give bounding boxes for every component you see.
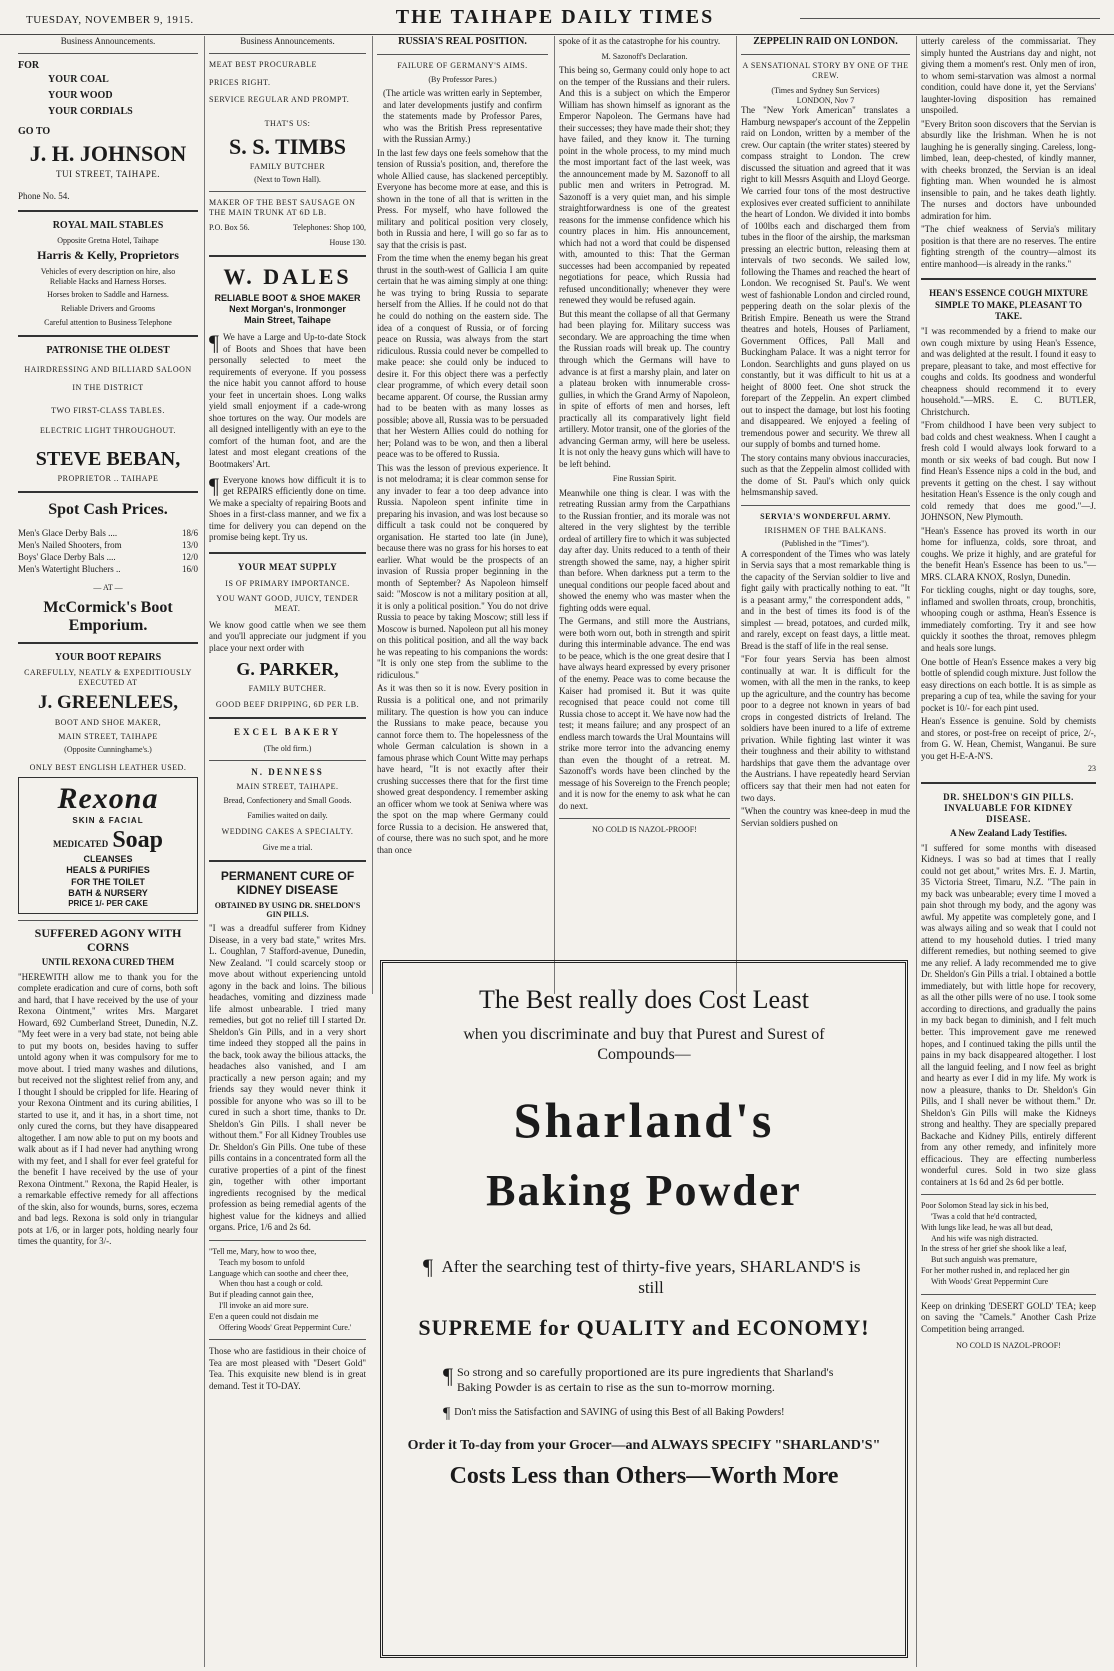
ad-claim-text: After the searching test of thirty-five years, SHARLAND'S is still: [441, 1257, 861, 1298]
coal-line: YOUR CORDIALS: [48, 106, 133, 118]
masthead-rule: [800, 18, 1100, 19]
divider: [18, 920, 198, 921]
poem-line: When thou hast a cough or cold.: [219, 1279, 323, 1289]
coal-line: YOUR WOOD: [48, 90, 113, 102]
pilcrow-icon: ¶: [423, 1254, 433, 1279]
price-item: Boys' Glace Derby Bals ....: [18, 552, 116, 563]
divider: [209, 53, 366, 54]
rexona-med: MEDICATED: [52, 839, 109, 850]
parker-line: FAMILY BUTCHER.: [248, 683, 327, 693]
article-sub: FAILURE OF GERMANY'S AIMS.: [397, 61, 528, 70]
rexona-soap-ad: [18, 777, 198, 914]
hean-title: HEAN'S ESSENCE COUGH MIXTURE SIMPLE TO MAKE, PLEASANT TO TAKE.: [929, 288, 1088, 321]
column-business-1: [14, 36, 202, 1667]
poem-line: Language which can soothe and cheer thee,: [209, 1268, 349, 1278]
parker-line: YOU WANT GOOD, JUICY, TENDER MEAT.: [216, 594, 359, 614]
pilcrow-icon: ¶: [443, 1362, 453, 1388]
hairdresser-ad: [18, 345, 198, 483]
article-paragraph: "Every Briton soon discovers that the Servian is absurdly like the Irishman. When he is not laughing he is generally singing. Careless, long-limbed, lean, deep-chested, of kindly manner, with cheeks bronzed, the Servian is an ideal fighting man. When wounded he is almost insensible to pain, and he takes death lightly. The nurses and doctors have unbounded admiration for him.: [921, 118, 1096, 221]
parker-ad: [209, 562, 366, 710]
article-sub-2: IRISHMEN OF THE BALKANS.: [764, 525, 887, 535]
divider: [209, 255, 366, 257]
article-dateline: LONDON, Nov 7: [796, 95, 855, 105]
divider: [741, 54, 910, 55]
nazol-footer: NO COLD IS NAZOL-PROOF!: [956, 1341, 1061, 1351]
royal-title: ROYAL MAIL STABLES: [52, 219, 164, 231]
article-source: (Times and Sydney Sun Services): [771, 86, 880, 96]
price-row: [18, 527, 198, 539]
poem-line: E'en a queen could not disdain me: [209, 1311, 319, 1321]
divider: [18, 491, 198, 493]
royal-line: Reliable Hacks and Harness Horses.: [49, 276, 167, 286]
article-byline: (By Professor Pares.): [428, 74, 497, 84]
divider: [921, 782, 1096, 784]
price-row: [18, 563, 198, 575]
ad-note-text: Don't miss the Satisfaction and SAVING of using this Best of all Baking Powders!: [454, 1406, 785, 1418]
heans-essence-ad: [921, 288, 1096, 773]
bakery-line: Families waited on daily.: [247, 811, 328, 821]
meat-line: SERVICE REGULAR AND PROMPT.: [209, 95, 350, 105]
meat-contact: [209, 223, 366, 234]
corns-article: [18, 927, 198, 1248]
boot-repairs-ad: [18, 652, 198, 772]
poem-line: But such anguish was premature,: [931, 1255, 1037, 1265]
spot-title: Spot Cash Prices.: [48, 501, 168, 519]
article-paragraph: spoke of it as the catastrophe for his country.: [559, 36, 721, 46]
article-paragraph: As it was then so it is now. Every position in Russia is a political one, and not primarily military. The question is how you can induce the Russians to make peace, because you cannot force them to. The hopelessness of the whole German calculation is shown in a famous phrase which Count Witte may perhaps have heard, "It is not exactly after their crushing successes there that for the first time showed great despondency. I remember asking an officer whom we took at Seniwa where was the spot on the map where Germany could force Russia to a decision. He answered that, of course, there was no such spot, and he more than once: [377, 683, 548, 855]
repairs-name: J. GREENLEES,: [38, 692, 178, 714]
gin-pills-ad: [921, 792, 1096, 1188]
royal-props: Harris & Kelly, Proprietors: [37, 248, 179, 263]
coal-ad: [18, 60, 198, 202]
rexona-soap: Soap: [112, 827, 164, 854]
column-zeppelin: [736, 36, 914, 994]
solomon-poem: [921, 1201, 1096, 1287]
pilcrow-icon: ¶: [209, 330, 219, 356]
bakery-ad: [209, 727, 366, 852]
meat-line: MAKER OF THE BEST SAUSAGE ON THE MAIN TRUNK AT 6D LB.: [209, 197, 356, 217]
article-headline-2: SERVIA'S WONDERFUL ARMY.: [760, 511, 891, 521]
poem-line: "Tell me, Mary, how to woo thee,: [209, 1246, 317, 1256]
article-paragraph: The Germans, and still more the Austrians, were both worn out, both in strength and spirit during this interminable advance. The end was to be peace, which is the one great desire that I have always heard expressed by every prisoner of the enemy. Peace was to come because the Kaiser had promised it. But it was quite recognised that peace could not come till Russia chose to accept it. We have now had the test; it means failure; and any prospect of an endless march towards the Ural Mountains will strike more terror into the advancing enemy than even the thought of a retreat. M. Sazonoff's words have been clinched by the message of his Sovereign to the French people; and it is now for the enemy to ask what he can do next.: [559, 616, 730, 811]
divider: [377, 54, 548, 55]
poem-line: With lungs like lead, he was all but dead,: [921, 1222, 1053, 1232]
gin-title: DR. SHELDON'S GIN PILLS. INVALUABLE FOR KIDNEY DISEASE.: [943, 791, 1074, 825]
article-subhead: Fine Russian Spirit.: [612, 474, 677, 484]
section-label: Business Announcements.: [240, 36, 335, 46]
article-intro: (The article was written early in September, and later developments justify and confirm the statements made by Professor Pares, who was the British Press representative with the Russian Army.): [383, 88, 542, 145]
ad-body: [383, 1362, 905, 1396]
bakery-name: N. DENNESS: [251, 767, 324, 778]
repairs-title: YOUR BOOT REPAIRS: [54, 652, 162, 664]
poem-line: In the stress of her grief she shook like a leaf,: [921, 1244, 1067, 1254]
poem-line: Poor Solomon Stead lay sick in his bed,: [921, 1201, 1049, 1211]
dales-p1-text: We have a Large and Up-to-date Stock of Boots and Shoes that have been personally selected to meet the requirements of everyone. If you possess the nice habit you cannot afford to house your feet in uncertain shoes. Long walks yield small enjoyment if a cade-wrong shoe tortures on the way. Our models are all designed intelligently with an eye to the comfort of the human foot, and are the latest and most elegant creations of the Bootmakers' Art.: [209, 332, 366, 469]
corns-sub: UNTIL REXONA CURED THEM: [41, 957, 175, 968]
coal-name: J. H. JOHNSON: [29, 141, 187, 167]
ad-brand: Sharland's: [513, 1092, 775, 1148]
price-value: 13/0: [181, 539, 198, 550]
ad-headline: The Best really does Cost Least: [479, 985, 809, 1014]
patron-line: HAIRDRESSING AND BILLIARD SALOON: [24, 365, 192, 375]
gin-sub: A New Zealand Lady Testifies.: [950, 828, 1067, 839]
ad-body-text: So strong and so carefully proportioned are its pure ingredients that Sharland's Baking Powder is as certain to rise as the sun to-morrow morning.: [456, 1364, 834, 1395]
desert-gold-notice: Keep on drinking 'DESERT GOLD' TEA; keep on saving the "Camels." Another Cash Prize Competition being arranged.: [921, 1300, 1096, 1334]
sharlands-baking-powder-ad: [380, 960, 908, 1658]
article-paragraph: This was the lesson of previous experience. It is not melodrama; it is clear common sense for any invader to fear a too deep advance into Russia. Napoleon spent infinite time in preparing his invasion, and was lost because so difficult a task could not be conquered by organisation. He started too late (in June), because there was no grass for his horses to eat earlier. What would be the prospects of an invasion of Russia proper beginning in the month of September? As Napoleon himself said: "Moscow is not a military position at all, it is only a political position." You do not drive Russia to peace by taking Moscow; still less if Moscow is burned. Napoleon put all his money on this political position, and all the way back he was repeating to his companions the words: "It is only one step from the sublime to the ridiculous.": [377, 462, 548, 680]
bakery-line: MAIN STREET, TAIHAPE.: [236, 782, 339, 792]
price-row: [18, 539, 198, 551]
parker-body: We know good cattle when we see them and you'll appreciate our judgment if you place your next order with: [209, 619, 366, 653]
parker-name: G. PARKER,: [236, 659, 339, 680]
repairs-line: BOOT AND SHOE MAKER,: [54, 718, 162, 728]
price-value: 18/6: [181, 527, 198, 538]
dales-line: Next Morgan's, Ironmonger: [229, 303, 346, 314]
bakery-line: Bread, Confectionery and Small Goods.: [223, 795, 352, 805]
article-paragraph: The story contains many obvious inaccuracies, such as that the Zeppelin almost collided with the dome of St. Paul's which only quick helmsmanship saved.: [741, 452, 910, 498]
parker-line: YOUR MEAT SUPPLY: [237, 561, 338, 572]
parker-line: GOOD BEEF DRIPPING, 6D PER LB.: [215, 699, 360, 709]
nazol-footer: NO COLD IS NAZOL-PROOF!: [592, 825, 697, 835]
rexona-line: HEALS & PURIFIES: [66, 865, 150, 876]
divider: [921, 1294, 1096, 1295]
dales-line: Main Street, Taihape: [244, 315, 331, 326]
divider: [209, 552, 366, 554]
repairs-line: MAIN STREET, TAIHAPE: [58, 731, 158, 741]
divider: [209, 717, 366, 719]
dales-ad: [209, 265, 366, 543]
bakery-line: Give me a trial.: [262, 842, 313, 852]
dales-p2: [209, 472, 366, 544]
meat-line: MEAT BEST PROCURABLE: [209, 60, 317, 70]
dales-p2-text: Everyone knows how difficult it is to get REPAIRS efficiently done on time. We make a specialty of repairing Boots and Shoes in a first-class manner, and we fix a time for delivery you can depend on the promise being kept. Try us.: [209, 474, 366, 543]
repairs-line: (Opposite Cunninghame's.): [64, 745, 152, 755]
column-business-2: [204, 36, 370, 1667]
patron-name: STEVE BEBAN,: [35, 447, 181, 470]
hean-paragraph: Hean's Essence is genuine. Sold by chemists and stores, or post-free on receipt of price, 2/-, from G. W. Hean, Chemist, Wanganui. Be sure you get H-E-A-N'S.: [921, 716, 1096, 761]
kidney-article: [209, 870, 366, 1234]
poem-line: For her mother rushed in, and replaced her gin: [921, 1265, 1070, 1275]
poem-line: I'll invoke an aid more sure.: [219, 1300, 309, 1310]
coal-for: FOR: [18, 60, 40, 72]
dales-name: W. DALES: [223, 264, 352, 290]
timbs-ad: [209, 60, 366, 247]
divider: [741, 505, 910, 506]
patron-title: PATRONISE THE OLDEST: [46, 345, 170, 357]
rexona-line: FOR THE TOILET: [71, 876, 145, 887]
poem-line: Teach my bosom to unfold: [219, 1257, 305, 1267]
hean-paragraph: For tickling coughs, night or day toughs, sore, inflamed and swollen throats, croup, bronchitis, whooping cough or asthma, Hean's Essence is immediately comforting. Try it and see how quickly it soothes the throat, removes phlegm and heals sore lungs.: [921, 585, 1096, 653]
ad-product: Baking Powder: [486, 1166, 802, 1215]
article-headline: ZEPPELIN RAID ON LONDON.: [753, 36, 898, 47]
meat-house: House 130.: [329, 237, 366, 247]
article-paragraph: Meanwhile one thing is clear. I was with the retreating Russian army from the Carpathians to the Russian frontier, and its morale was not altered in the very slightest by the terrible ordeal of artillery fire to which it was subjected day after day. Units reduced to a tenth of their strength showed the same, nay, a higher spirit than before. When darkness put a term to the unequal conditions our people faced about and showed the enemy who was master when the fighting odds were equal.: [559, 487, 730, 613]
patron-line: IN THE DISTRICT: [72, 382, 144, 392]
corns-title: SUFFERED AGONY WITH CORNS: [34, 925, 182, 954]
repairs-line: ONLY BEST ENGLISH LEATHER USED.: [29, 762, 187, 772]
article-paragraph: But this meant the collapse of all that Germany had been playing for. Military success was secondary. We are approaching the time when the Russian roads will break up. The country through which the Germans will have to advance is at first a marshy plain, and later on a plateau broken with innumerable cross-gullies, in which the Grand Army of Napoleon, in spite of efforts of men and horses, left practically all its comparatively light field artillery. Motor transit, one of the glories of the advancing German army, will here be useless. It is not only the heavy guns which will have to be left behind.: [559, 308, 730, 469]
column-servia-ads: [916, 36, 1100, 1667]
spot-shop: McCormick's Boot Emporium.: [43, 598, 173, 634]
divider: [209, 760, 366, 761]
divider: [559, 818, 730, 819]
bakery-line: (The old firm.): [263, 744, 312, 754]
poem-line: 'Twas a cold that he'd contracted,: [931, 1212, 1037, 1221]
coal-phone: Phone No. 54.: [18, 190, 70, 201]
repairs-line: CAREFULLY, NEATLY & EXPEDITIOUSLY EXECUTED AT: [24, 668, 192, 687]
coal-goto: GO TO: [18, 126, 51, 138]
divider: [18, 642, 198, 644]
article-paragraph: From the time when the enemy began his great thrust in the south-west of Gallicia I am quite certain that he was aiming simply at one thing: he was trying to bring Russia to separate herself from the Allies. If he could not do that he could do nothing on the eastern side. The idea of a conquest of Russia, or of forcing peace on Russia, was always from the start ridiculous. Russia could never be compelled to make peace: she could only be induced to desire it. For this object there was a perfectly clear programme, of which every detail soon became apparent. Of course, the Russian army had to be beaten with as many losses as possible; above all, Russia was to be persuaded that her Western Allies could do nothing for her; Poland was to be won, and then a liberal peace was to be offered to Russia.: [377, 253, 548, 460]
pilcrow-icon: ¶: [209, 472, 219, 498]
coal-address: TUI STREET, TAIHAPE.: [56, 169, 160, 180]
mary-poem: [209, 1247, 366, 1333]
royal-mail-ad: [18, 220, 198, 327]
royal-line: Horses broken to Saddle and Harness.: [47, 290, 169, 300]
article-paragraph: "The chief weakness of Servia's military position is that there are no reserves. The entire fighting strength of the country—almost its entire manhood—is already in the ranks.": [921, 224, 1096, 269]
patron-line: TWO FIRST-CLASS TABLES.: [51, 406, 165, 416]
rexona-logo: Rexona: [57, 781, 159, 815]
corns-body: "HEREWITH allow me to thank you for the complete eradication and cure of corns, both soft and hard, that I have received by the use of your Rexona Ointment," writes Mrs. Margaret Howard, 692 Cumberland Street, Dunedin, N.Z. "My feet were in a very bad state, not being able to put my boots on, besides having to suffer untold agony when it was compulsory for me to move about. I tried many washes and dilutions, but received not the slightest relief from any, and I thought I should be crippled for life. Hearing of your Rexona Ointment and its curing abilities, I started to use it, and it has, in a short time, not only cured the corns, but they have disappeared altogether. I am now able to put on my boots and walk about as if I had never had anything wrong with my feet, and I shall for ever feel grateful for the benefit I have received by the use of your Rexona Ointment." Rexona, the Rapid Healer, is a remarkable effective remedy for all affections of the skin, also for wounds, burns, sores, eczema and bad legs. Rexona is sold only in triangular pots at 1/6, or in larger pots, holding nearly four times the quantity, for 3/-.: [18, 971, 198, 1247]
kidney-sub: OBTAINED BY USING DR. SHELDON'S GIN PILLS.: [214, 900, 361, 920]
patron-line: ELECTRIC LIGHT THROUGHOUT.: [40, 425, 176, 435]
article-paragraph: The "New York American" translates a Hamburg newspaper's account of the Zeppelin raid on London, written by a member of the crew. Our captain (the writer states) steered by compass straight to London. The crew discussed the situation and agreed that it was right to kill Messrs Asquith and Lloyd George. We carried four tons of the most destructive explosives ever created sufficient to annihilate the heart of London. We divided it into bombs of 100lbs each and discharged them from tubes in the floor of the airship, the marksman pressing an electric button, releasing them at intervals of two seconds. We sailed low, following the Thames and reached the heart of London. We recognised St. Paul's. We went west of fashionable London and circled round, peppering death on the solar plexis of the British Empire. Beneath us were the Strand theatres and hotels, Houses of Parliament, Government Offices, Pall Mall and Buckingham Palace. It was a night terror for London. Searchlights and guns played on us constantly, but it was difficult to hit us at a height of 8000 feet. One shot struck the forepart of the Zeppelin. An expert climbed out to inspect the damage, but lost his footing and disappeared. We enjoyed a feeling of tremendous power and security. We threw all our supply of bombs and turned home.: [741, 105, 910, 450]
article-sub: A SENSATIONAL STORY BY ONE OF THE CREW.: [742, 61, 909, 80]
spot-cash-ad: [18, 501, 198, 634]
column-russia: [372, 36, 552, 994]
ad-subline: when you discriminate and buy that Purest and Surest of Compounds—: [463, 1026, 825, 1063]
price-row: [18, 551, 198, 563]
price-item: Men's Glace Derby Bals ....: [18, 527, 118, 538]
hean-number: 23: [1088, 764, 1096, 774]
hean-paragraph: One bottle of Hean's Essence makes a very big bottle of splendid cough mixture. Just follow the easy directions on each bottle. It is as simple as preparing a cup of tea, while the saving for your pocket is 10/- for each pint used.: [921, 656, 1096, 713]
article-paragraph: "When the country was knee-deep in mud the Servian soldiers pushed on: [741, 806, 910, 828]
price-item: Men's Nailed Shooters, from: [18, 539, 122, 550]
ad-slogan: SUPREME for QUALITY and ECONOMY!: [418, 1314, 870, 1340]
article-headline: RUSSIA'S REAL POSITION.: [398, 36, 527, 47]
rexona-line: BATH & NURSERY: [68, 887, 148, 898]
rexona-price: PRICE 1/- PER CAKE: [68, 899, 148, 909]
price-value: 16/0: [181, 564, 198, 575]
royal-addr: Opposite Gretna Hotel, Taihape: [57, 235, 159, 245]
poem-line: With Woods' Great Peppermint Cure: [931, 1276, 1049, 1286]
masthead: [0, 0, 1114, 35]
poem-line: And his wife was nigh distracted.: [931, 1233, 1039, 1243]
royal-line: Vehicles of every description on hire, also: [40, 267, 176, 277]
divider: [209, 191, 366, 192]
hean-paragraph: "I was recommended by a friend to make our own cough mixture by using Hean's Essence, and was delighted at the result. I found it easy to prepare, pleasant to take, and most effective for coughs and colds. Its goodness and wonderful cheapness should recommend it to every household."—MRS. E. C. BUTLER, Christchurch.: [921, 326, 1096, 417]
dales-line: RELIABLE BOOT & SHOE MAKER: [214, 292, 361, 303]
patron-role: PROPRIETOR .. TAIHAPE: [57, 473, 159, 483]
hean-paragraph: "Hean's Essence has proved its worth in our home for influenza, colds, sore throat, and coughs. We prize it highly, and are grateful for the benefit Hean's Essence has been to us."—MRS. CLARA KNOX, Roslyn, Dunedin.: [921, 525, 1096, 582]
divider: [18, 53, 198, 54]
parker-line: IS OF PRIMARY IMPORTANCE.: [225, 578, 350, 588]
spot-at: — AT —: [93, 583, 123, 593]
article-subhead: M. Sazonoff's Declaration.: [601, 51, 688, 61]
column-russia-cont: [554, 36, 734, 994]
ad-tagline: Costs Less than Others—Worth More: [449, 1462, 839, 1489]
rexona-line: CLEANSES: [83, 854, 133, 865]
divider: [921, 278, 1096, 280]
kidney-title: PERMANENT CURE OF KIDNEY DISEASE: [220, 869, 355, 898]
divider: [209, 1240, 366, 1241]
timbs-name: S. S. TIMBS: [229, 133, 346, 159]
dales-p1: [209, 332, 366, 470]
ad-order: Order it To-day from your Grocer—and ALWAYS SPECIFY "SHARLAND'S": [407, 1437, 881, 1453]
price-list: [18, 527, 198, 576]
divider: [18, 335, 198, 337]
section-label: Business Announcements.: [60, 36, 156, 46]
article-source-2: (Published in the "Times").: [781, 539, 870, 549]
divider: [18, 210, 198, 212]
price-item: Men's Watertight Bluchers ..: [18, 564, 121, 575]
issue-date: TUESDAY, NOVEMBER 9, 1915.: [26, 14, 194, 26]
bakery-line: WEDDING CAKES A SPECIALTY.: [221, 827, 354, 837]
rexona-sub: SKIN & FACIAL: [72, 815, 144, 825]
ad-note: [383, 1404, 905, 1422]
article-paragraph: This being so, Germany could only hope to act on the temper of the Russians and their rulers. And this is a subject on which the Emperor William has shown himself as ignorant as the Emperor Napoleon. The Germans have had their successes; they have made their shot; they have failed, and they know it. The turning point in the whole process, to my mind much the most important fact of the last week, was the announcement made by M. Sazonoff to all public men and writers in Petrograd. M. Sazonoff is a very quiet man, and his simple straightforwardness is one of the greatest reasons for the immense confidence which his country places in him. His announcement, which had not a word that could be dispensed with, amounted to this: That the German successes had been accompanied by repeated negotiations for peace, which Russia had refused unconditionally; whenever they were renewed they would be refused again.: [559, 65, 730, 306]
article-paragraph: utterly careless of the commissariat. They simply hunted the Austrians day and night, not giving them a moment's rest. Only men of iron, to whom semi-starvation was almost a normal condition, could have done it, yet the Servians' laughter-loving disposition has remained unspoiled.: [921, 36, 1096, 116]
divider: [209, 860, 366, 862]
meat-po: P.O. Box 56.: [209, 223, 250, 233]
meat-tel: Telephones: Shop 100,: [293, 223, 366, 233]
divider: [209, 1339, 366, 1340]
meat-line: THAT'S US:: [264, 119, 311, 129]
gin-body: "I suffered for some months with diseased Kidneys. I was so bad at times that I really could not get about," writes Mrs. E. J. Martin, 35 Victoria Street, Timaru, N.Z. "The pain in my back was unbearable; every time I moved a pain shot through my body, and the agony was awful. My appetite was completely gone, and I was always ailing and so weak that I could not attend to my household duties. I tried many different remedies, but nothing seemed to give me any relief. A lady recommended me to give Dr. Sheldon's Gin Pills a trial. I obtained a bottle immediately, but with little hope for recovery, as all the other pills were of no use. I took some according to directions, and gradually the pains in my back began to diminish, and I felt much better. This improvement gave me renewed hopes, and I continued taking the pills until the pains in my back disappeared altogether. I lost all the languid feeling, and I now feel as bright and hearty as ever I did in my life. My work is now a pleasure, thanks to Dr. Sheldon's Gin Pills, and I shall never be without them." Dr. Sheldon's Gin Pills will make the Kidneys strong and healthy. They are specially prepared Backache and Kidney Pills, entirely different from any other remedy, and infinitely more efficacious. They are effecting numberless wonderful cures. Sold in two size glass containers at 1s 6d and 2s 6d per bottle.: [921, 842, 1096, 1187]
royal-line: Careful attention to Business Telephone: [44, 317, 172, 327]
desert-gold-notice: Those who are fastidious in their choice of Tea are most pleased with "Desert Gold" Tea. This exquisite new blend is in great demand. Test it TO-DAY.: [209, 1346, 366, 1391]
newspaper-title: THE TAIHAPE DAILY TIMES: [395, 6, 715, 28]
price-value: 12/0: [181, 552, 198, 563]
poem-line: But if pleading cannot gain thee,: [209, 1290, 314, 1300]
royal-line: Reliable Drivers and Grooms: [61, 304, 155, 314]
meat-line: (Next to Town Hall).: [254, 175, 321, 185]
article-paragraph: A correspondent of the Times who was lately in Servia says that a most remarkable thing is the capacity of the Servian soldier to live and fight gaily with practically nothing to eat. "It is a peasant army," the correspondent adds, " and in the best of times its food is of the simplest — bread, potatoes, and curded milk, and rarely, except on feast days, a little meat. Bread is the staff of life in the real sense.: [741, 548, 910, 651]
meat-line: PRICES RIGHT.: [209, 77, 271, 87]
hean-paragraph: "From childhood I have been very subject to bad colds and chest weakness. When I caught a fresh cold I would always look forward to a month or six weeks of bad cough. But now I find Hean's Essence nips a cold in the bud, and prevents it getting on the chest. I say without hesitation Hean's Essence is the only cough and cold remedy that does me good."—J. JOHNSON, New Plymouth.: [921, 420, 1096, 523]
coal-line: YOUR COAL: [48, 74, 109, 86]
ad-claim: [383, 1256, 905, 1299]
kidney-body: "I was a dreadful sufferer from Kidney Disease, in a very bad state," writes Mrs. L. Coughlan, 7 Stafford-avenue, Dunedin, New Zealand. "I could scarcely stoop or move about without experiencing untold agony in the back and loins. The bilious headaches, vomiting and dizziness made life almost unbearable. I tried many remedies, but got no relief till I started Dr. Sheldon's Gin Pills, and in a very short time indeed they stopped all the pains in the back, took away the bilious attacks, the headaches also vanished, and I am practically a new person again; and my friends say they would never think it possible for anyone who was so ill to be cured in such a short time, thanks to Dr. Sheldon's Gin Pills. I shall never be without them." For all Kidney Troubles use Dr. Sheldon's Gin Pills. One tube of these pills contains in a concentrated form all the curative properties of a pint of the finest gin, together with other important ingredients recognised by the medical profession as being remedial agents of the highest value for the kidneys and allied organs. Price, 1/6 and 2s 6d.: [209, 923, 366, 1233]
article-paragraph: "For four years Servia has been almost continually at war. It is difficult for the women, with all the men in the ranks, to keep up the agriculture, and the country has become poor to a degree not known in years of bad crops in congested districts of Ireland. The soldiers have been inured to a life of extreme privation. While fighting last winter it was their toughness and their ability to withstand hardships that gave them the advantage over the Austrians. I have repeatedly heard Servian officers say that their men had not eaten for two days.: [741, 654, 910, 803]
article-paragraph: In the last few days one feels somehow that the tension of Russia's position, and, therefore the whole Allied cause, has slackened perceptibly. Everyone has become more at ease, and this is shown in the tone of all that is written in the Press. For myself, who have followed the military and political position very closely, both in Russia and here, I will go so far as to say that the crisis is past.: [377, 147, 548, 250]
pilcrow-icon: ¶: [443, 1404, 451, 1422]
divider: [921, 1194, 1096, 1195]
poem-line: Offering Woods' Great Peppermint Cure.': [219, 1322, 352, 1332]
bakery-line: EXCEL BAKERY: [234, 727, 341, 738]
meat-line: FAMILY BUTCHER: [249, 161, 326, 171]
